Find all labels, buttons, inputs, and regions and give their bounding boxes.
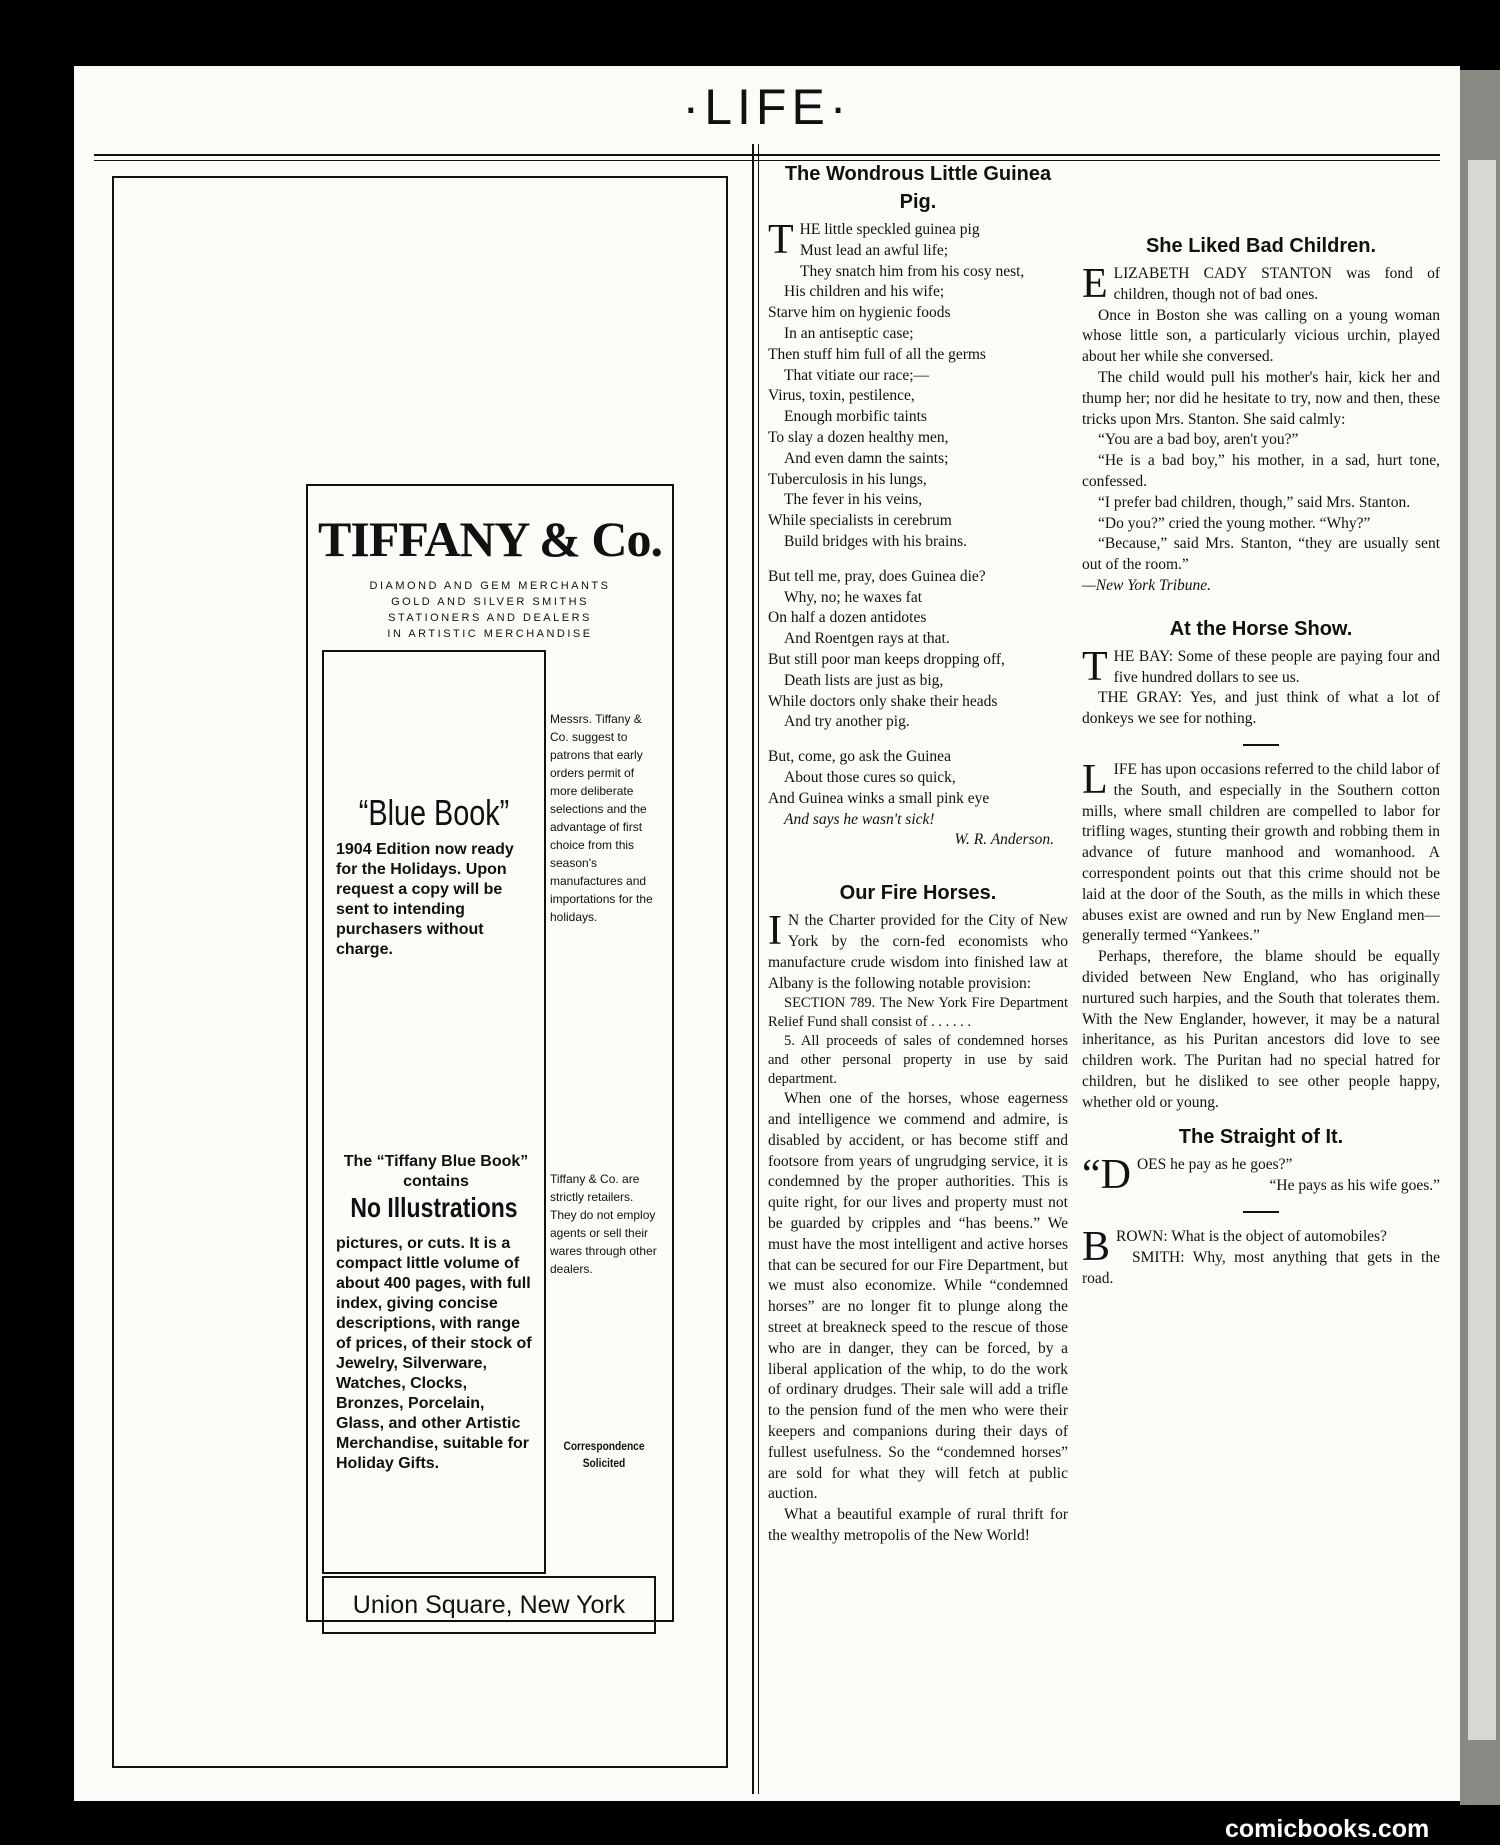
ad-subtitle-line: IN ARTISTIC MERCHANDISE: [387, 628, 593, 640]
article-paragraph: “Because,” said Mrs. Stanton, “they are usually sent out of the room.”: [1082, 535, 1440, 574]
ad-frame: [306, 484, 674, 1622]
article-paragraph: [1082, 643, 1440, 690]
ad-side-note-early-orders: Messrs. Tiffany & Co. suggest to patrons that early orders permit of more deliberate selections and the advantage of first choice from this season's manufactures and importations for the holidays.: [550, 712, 653, 924]
newspaper-page: [74, 66, 1460, 1801]
watermark: comicbooks.com: [1225, 1815, 1430, 1843]
poem-stanza: [768, 217, 1068, 553]
drop-cap: T: [768, 217, 794, 263]
paragraph-text: IFE has upon occasions referred to the child labor of the South, and especially in the Southern cotton mills, where small children are compelled to labor for trifling wages, stunting their growth and robbing them in advance of future manhood and womanhood. A correspondent points out that this crime should not be laid at the door of the South, as the mills in which these abuses exist are owned and run by New England men—generally termed “Yankees.”: [1082, 760, 1440, 945]
tiffany-logo: TIFFANY & Co.: [318, 511, 662, 567]
blue-book-contains: The “Tiffany Blue Book” contains: [343, 1153, 529, 1190]
paragraph-text: HE BAY: Some of these people are paying four and five hundred dollars to see us.: [1113, 647, 1440, 686]
blue-book-details: pictures, or cuts. It is a compact little volume of about 400 pages, with full index, giving concise descriptions, with range of prices, of their stock of Jewelry, Silverware, Watches, Clocks, Bronzes, Porcelain, Glass, and other Artistic Merchandise, suitable for Holiday Gifts.: [336, 1235, 532, 1472]
poem-line: But, come, go ask the Guinea: [768, 748, 951, 766]
article-paragraph: “He is a bad boy,” his mother, in a sad, hurt tone, confessed.: [1082, 452, 1440, 490]
poem-line: In an antiseptic case;: [784, 324, 914, 342]
charter-item: 5. All proceeds of sales of condemned horses and other personal property in use by said department.: [768, 1033, 1068, 1088]
blue-book-description: 1904 Edition now ready for the Holidays. Upon request a copy will be sent to intending purchasers without charge.: [336, 841, 514, 958]
poem-author: W. R. Anderson.: [954, 831, 1054, 849]
column-spacer: [1082, 176, 1440, 232]
straight-article: [1082, 1152, 1440, 1199]
poem-line: While doctors only shake their heads: [768, 692, 998, 710]
right-column: [1082, 176, 1440, 1289]
article-paragraph: [1082, 261, 1440, 307]
poem-line: Why, no; he waxes fat: [784, 588, 923, 606]
article-paragraph: Perhaps, therefore, the blame should be equally divided between New England, who has originally nurtured such harpies, and the South that tolerates them. With the New Englander, however, it may be a natural inheritance, as his Puritan ancestors did love to see children work. The Puritan had no special hatred for children, but he disliked to see other people happy, whether old or young.: [1082, 948, 1440, 1111]
poem-line: His children and his wife;: [784, 283, 945, 301]
poem-line: Enough morbific taints: [784, 408, 927, 426]
drop-cap: “D: [1082, 1152, 1131, 1199]
article-paragraph: The child would pull his mother's hair, kick her and thump her; nor did he hesitate to try, now and then, these tricks upon Mrs. Stanton. She said calmly:: [1082, 368, 1440, 428]
poem-line: Build bridges with his brains.: [784, 532, 967, 550]
article-paragraph: “You are a bad boy, aren't you?”: [1098, 431, 1299, 449]
horse-show-article: [1082, 643, 1440, 730]
middle-column: [768, 160, 1068, 1547]
drop-cap: E: [1082, 261, 1108, 307]
poem-line: While specialists in cerebrum: [768, 512, 952, 530]
poem-line: But tell me, pray, does Guinea die?: [768, 567, 986, 585]
article-paragraph: [1082, 1248, 1440, 1290]
poem-line: That vitiate our race;—: [784, 366, 930, 384]
poem-stanza: [768, 747, 1068, 851]
article-paragraph: [1082, 688, 1440, 730]
paragraph-text: Yes, and just think of what a lot of donkeys we see for nothing.: [1082, 689, 1440, 728]
fire-horses-article: [768, 908, 1068, 1547]
article-source: —New York Tribune.: [1082, 576, 1212, 594]
poem-line: Then stuff him full of all the germs: [768, 345, 986, 363]
article-paragraph: [1082, 756, 1440, 947]
masthead: ·LIFE·: [682, 79, 852, 135]
poem-line: Virus, toxin, pestilence,: [768, 387, 915, 405]
paragraph-text: OES he pay as he goes?”: [1136, 1156, 1293, 1174]
poem-line: Must lead an awful life;: [800, 241, 949, 259]
tiffany-advertisement: [112, 176, 728, 1768]
speaker-label: THE GRAY:: [1098, 689, 1182, 707]
bad-children-article: [1082, 261, 1440, 597]
fire-horses-title: Our Fire Horses.: [839, 882, 997, 905]
article-paragraph: When one of the horses, whose eagerness and intelligence we commend and admire, is disabled by accident, or has become stiff and footsore from years of ungrudging service, it is condemned by the proper authorities. This is quite right, for our lives and property must not be guarded by cripples and “has beens.” We must have the most intelligent and active horses that can be secured for our Fire Department, but we must also economize. While “condemned horses” are no longer fit to plunge along the street at breakneck speed to the rescue of those who are in danger, they can be forced, by a liberal application of the whip, to do the work of ordinary drudges. Their sale will add a trifle to the pension fund of the men who were their keepers and companions during their days of fullest usefulness. So the “condemned horses” are sold for what they will fetch at public auction.: [768, 1090, 1068, 1503]
article-paragraph: [768, 908, 1068, 994]
poem-line: And even damn the saints;: [784, 449, 949, 467]
poem-line: And Roentgen rays at that.: [784, 630, 950, 648]
drop-cap: L: [1082, 756, 1108, 803]
top-rule-thin: [94, 160, 1440, 161]
top-rule: [94, 154, 1440, 156]
speaker-label: SMITH:: [1132, 1248, 1185, 1266]
poem-line: And says he wasn't sick!: [784, 810, 935, 828]
column-divider: [752, 144, 754, 1794]
poem-line: HE little speckled guinea pig: [799, 221, 980, 238]
article-paragraph: “I prefer bad children, though,” said Mrs. Stanton.: [1098, 493, 1411, 511]
ad-subtitle-line: DIAMOND AND GEM MERCHANTS: [369, 580, 611, 592]
poem-line: They snatch him from his cosy nest,: [800, 262, 1025, 280]
no-illustrations: No Illustrations: [350, 1192, 518, 1223]
poem-line: The fever in his veins,: [784, 491, 923, 509]
section-dash: [1243, 744, 1279, 746]
article-paragraph: “He pays as his wife goes.”: [1269, 1177, 1440, 1195]
poem-line: Tuberculosis in his lungs,: [768, 470, 927, 488]
article-paragraph: Once in Boston she was calling on a young woman whose little son, a particularly vicious urchin, played about her while she conversed.: [1082, 306, 1440, 366]
paragraph-text: ROWN: What is the object of automobiles?: [1116, 1228, 1387, 1246]
horse-show-title: At the Horse Show.: [1169, 617, 1353, 640]
charter-section: SECTION 789. The New York Fire Department Relief Fund shall consist of . . . . . .: [768, 995, 1068, 1031]
drop-cap: T: [1082, 643, 1108, 690]
drop-cap: I: [768, 908, 782, 955]
ad-correspondence: Correspondence Solicited: [563, 1439, 645, 1470]
poem-line: On half a dozen antidotes: [768, 609, 927, 627]
drop-cap: B: [1082, 1224, 1111, 1271]
guinea-pig-poem: [768, 217, 1068, 851]
poem-line: Death lists are just as big,: [784, 671, 944, 689]
ad-address: Union Square, New York: [352, 1591, 626, 1619]
straight-title: The Straight of It.: [1178, 1126, 1344, 1149]
ad-side-note-retailers: Tiffany & Co. are strictly retailers. They do not employ agents or sell their wares through other dealers.: [550, 1172, 657, 1276]
ad-subtitle: [308, 578, 672, 642]
ad-address-box: [322, 1576, 656, 1634]
brown-smith-article: [1082, 1224, 1440, 1289]
ad-subtitle-line: STATIONERS AND DEALERS: [388, 612, 592, 624]
paragraph-text: LIZABETH CADY STANTON was fond of children, though not of bad ones.: [1113, 265, 1440, 303]
paragraph-text: Why, most anything that gets in the road.: [1082, 1248, 1440, 1287]
article-paragraph: “Do you?” cried the young mother. “Why?”: [1098, 514, 1371, 532]
poem-line: And try another pig.: [784, 713, 910, 731]
poem-line: To slay a dozen healthy men,: [768, 428, 949, 446]
guinea-pig-title: The Wondrous Little Guinea Pig.: [784, 163, 1052, 213]
section-dash: [1243, 1211, 1279, 1213]
ad-subtitle-line: GOLD AND SILVER SMITHS: [391, 596, 589, 608]
article-paragraph: What a beautiful example of rural thrift for the wealthy metropolis of the New World!: [768, 1506, 1068, 1545]
next-page-edge: [1460, 70, 1500, 1805]
poem-line: But still poor man keeps dropping off,: [768, 650, 1005, 668]
paragraph-text: N the Charter provided for the City of New York by the corn-fed economists who manufacture crude wisdom into finished law at Albany is the following notable provision:: [768, 912, 1068, 992]
poem-line: And Guinea winks a small pink eye: [768, 789, 990, 807]
blue-book-box: [322, 650, 546, 1574]
column-divider-thin: [758, 144, 759, 1794]
poem-line: Starve him on hygienic foods: [768, 304, 951, 322]
bad-children-title: She Liked Bad Children.: [1145, 235, 1377, 257]
poem-stanza: [768, 567, 1068, 733]
blue-book-title: “Blue Book”: [358, 792, 510, 833]
child-labor-article: [1082, 756, 1440, 1114]
poem-line: About those cures so quick,: [784, 768, 956, 786]
next-page-edge-inner: [1468, 160, 1496, 1740]
